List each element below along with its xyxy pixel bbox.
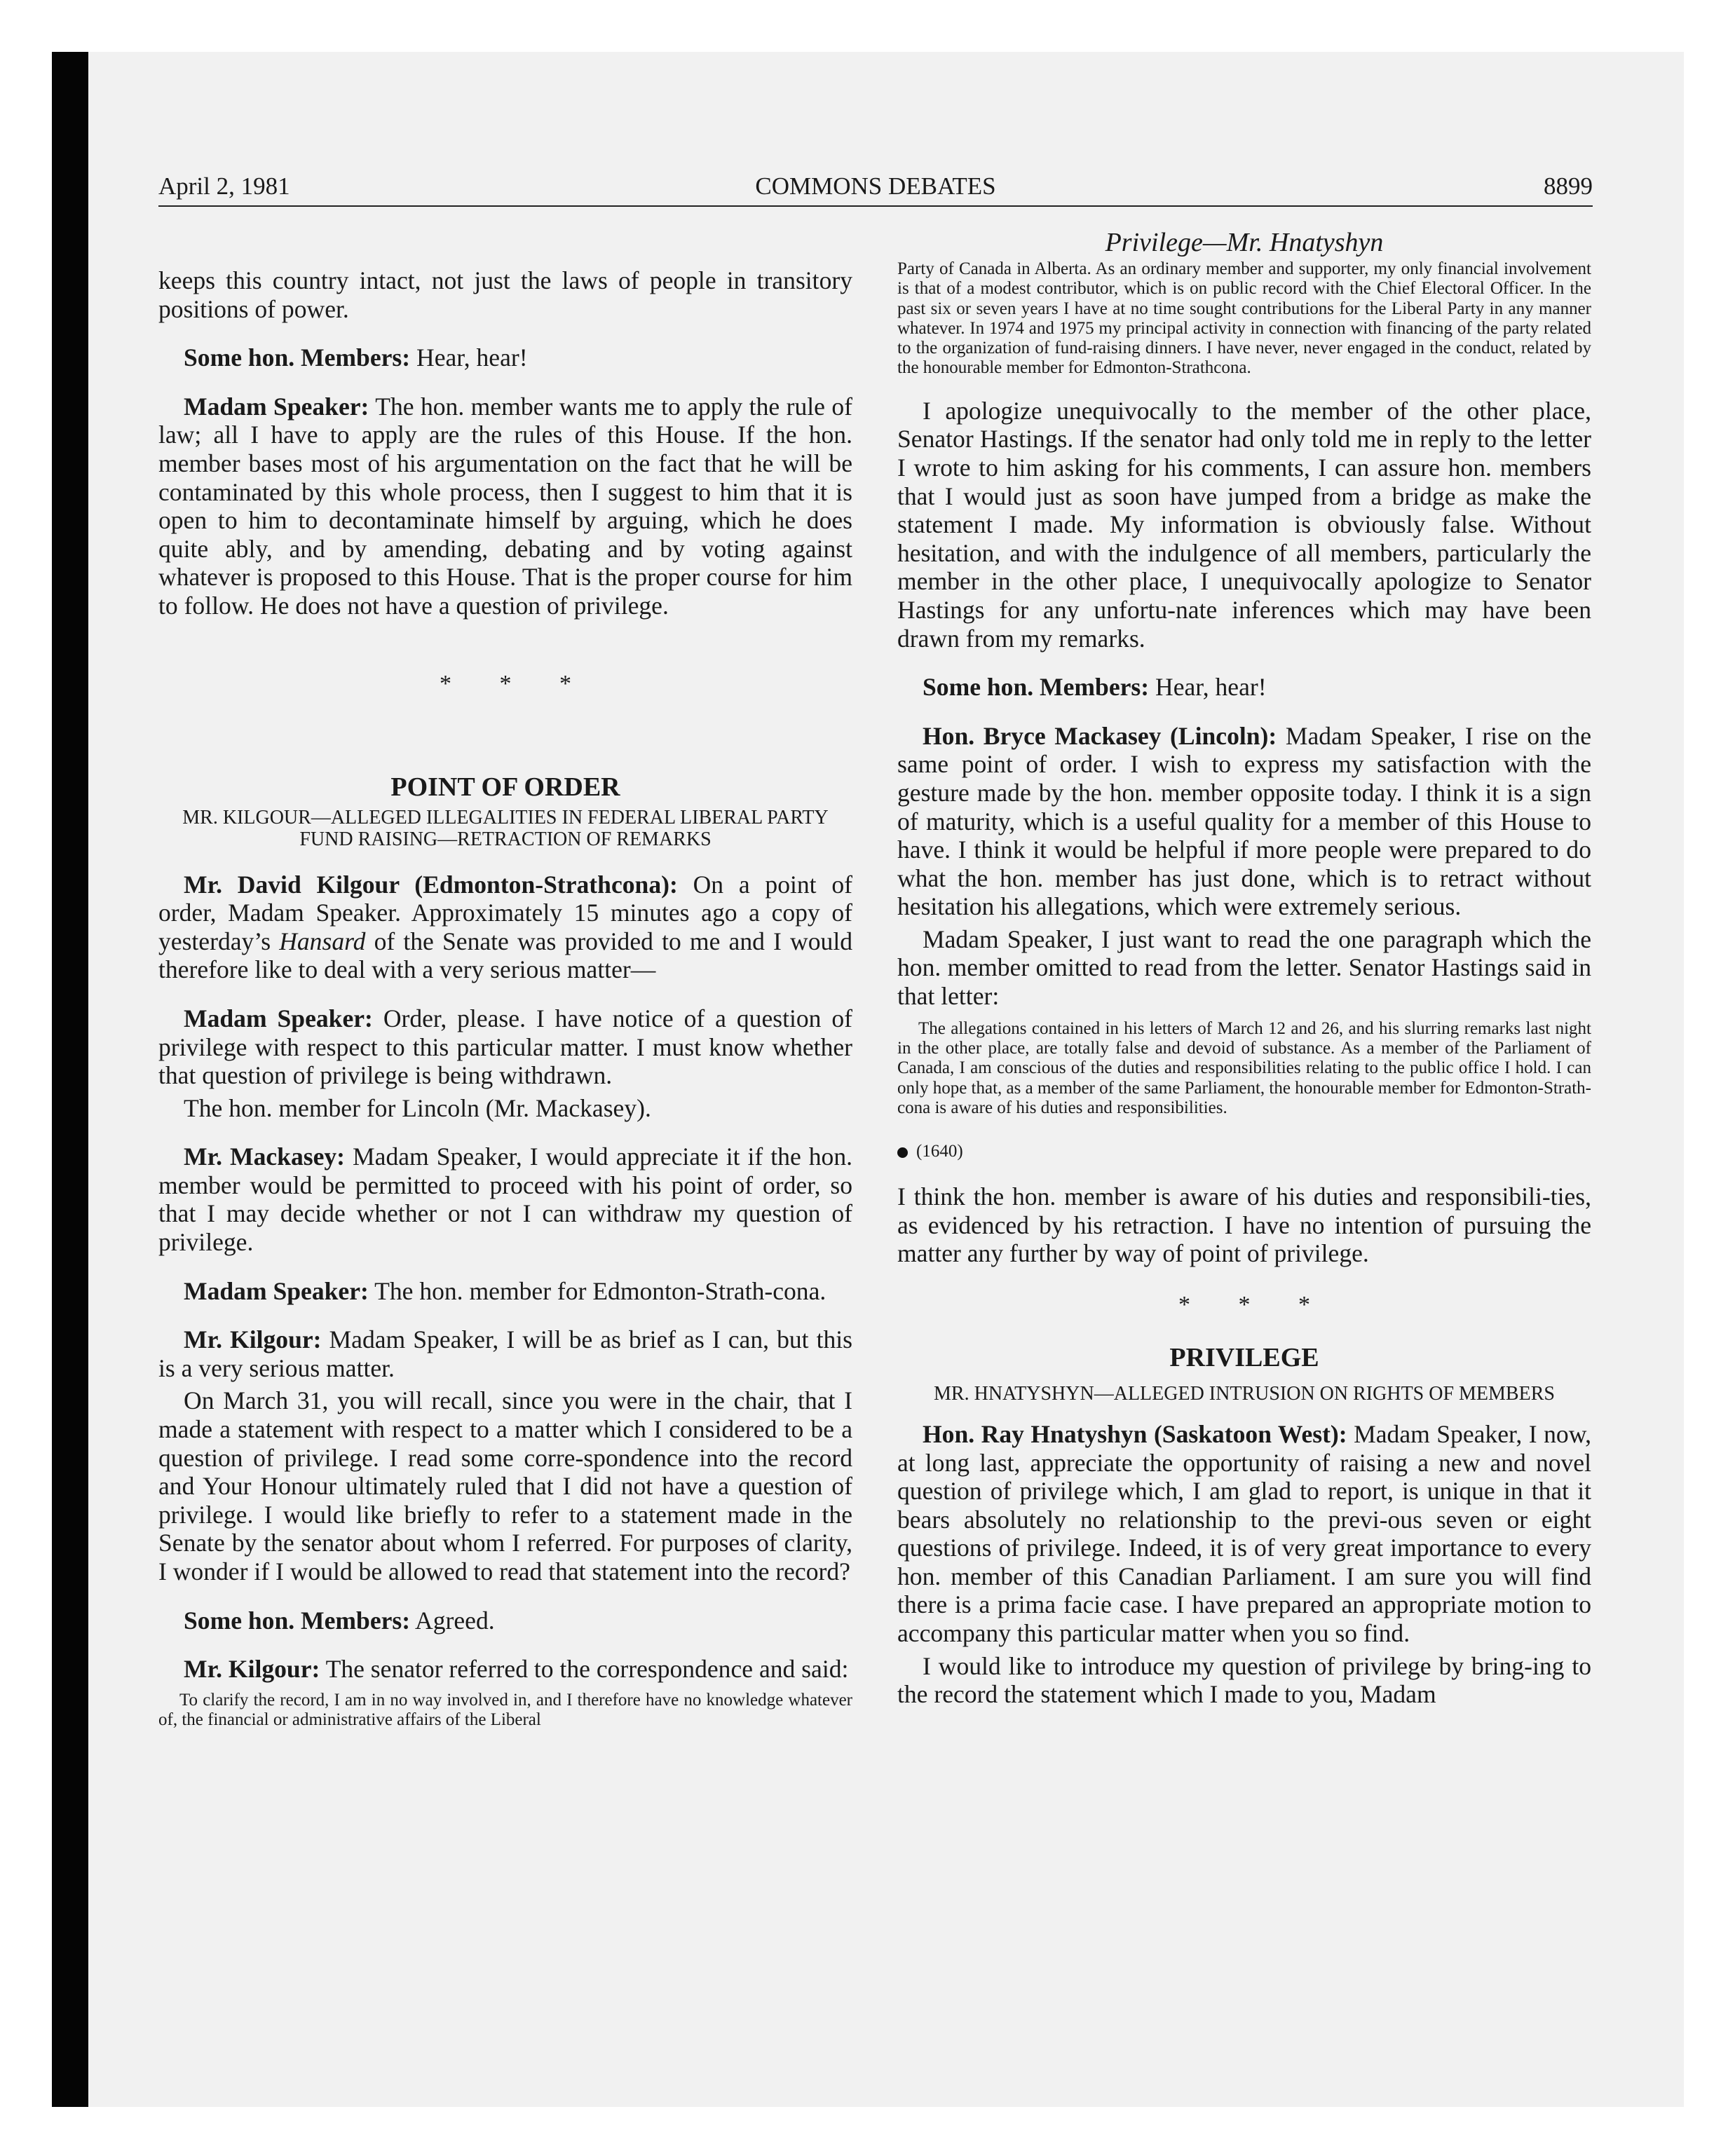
paragraph: Some hon. Members: Hear, hear! xyxy=(184,343,528,372)
paragraph: I would like to introduce my question of privilege by bring-ing to the record the statement which I made to you, Madam xyxy=(897,1651,1591,1709)
paragraph: I think the hon. member is aware of his duties and responsibili-ties, as evidenced by his retraction. I have no intention of pursuing the matter any further by way of point of privilege. xyxy=(897,1182,1591,1268)
paragraph: Madam Speaker: Order, please. I have notice of a question of privilege with respect to this particular matter. I must know whether that question of privilege is being withdrawn. xyxy=(158,1004,853,1090)
scan-edge-bar xyxy=(52,52,88,2107)
speaker-name: Madam Speaker: xyxy=(184,1004,373,1032)
paragraph: Mr. David Kilgour (Edmonton-Strathcona): On a point of order, Madam Speaker. Approximately 15 minutes ago a copy of yesterday’s Hansard of the Senate was provided to me and I would therefore like to deal with a very serious matter— xyxy=(158,870,852,984)
left-column xyxy=(158,261,852,1730)
speaker-name: Hon. Ray Hnatyshyn (Saskatoon West): xyxy=(923,1419,1347,1448)
paragraph: The hon. member for Lincoln (Mr. Mackasey). xyxy=(184,1093,651,1122)
paragraph: Some hon. Members: Agreed. xyxy=(184,1606,495,1635)
section-heading: POINT OF ORDER xyxy=(390,772,620,802)
speaker-name: Hon. Bryce Mackasey (Lincoln): xyxy=(923,721,1277,750)
block-quote: To clarify the record, I am in no way involved in, and I therefore have no knowledge whatever of, the financial or administrative affairs of the Liberal xyxy=(158,1690,852,1730)
speaker-name: Mr. David Kilgour (Edmonton-Strathcona): xyxy=(184,870,678,899)
paragraph: Hon. Bryce Mackasey (Lincoln): Madam Speaker, I rise on the same point of order. I wish to express my satisfaction with the gesture made by the hon. member opposite today. I think it is a sign of maturity, which is a useful quality for a member of this House to have. I think it would be helpful if more people were prepared to do what the hon. member has just done, which is to retract without hesitation his allegations, which were extremely serious. xyxy=(897,721,1591,921)
paragraph: Some hon. Members: Hear, hear! xyxy=(923,673,1267,702)
paragraph: keeps this country intact, not just the laws of people in transitory positions of power. xyxy=(158,266,852,323)
section-subheading: MR. KILGOUR—ALLEGED ILLEGALITIES IN FEDERAL LIBERAL PARTY FUND RAISING—RETRACTION OF REMARKS xyxy=(182,806,829,850)
bullet-dot-icon xyxy=(897,1147,908,1158)
right-column xyxy=(897,261,1591,1709)
speaker-name: Madam Speaker: xyxy=(184,1276,369,1305)
paragraph: On March 31, you will recall, since you were in the chair, that I made a statement with respect to a matter which I considered to be a question of privilege. I read some corre-spondence into the record and Your Honour ultimately ruled that I did not have a question of privilege. I would like briefly to refer to a statement made in the Senate by the senator about whom I referred. For purposes of clarity, I wonder if I would be allowed to read that statement into the record? xyxy=(158,1386,852,1585)
paragraph: I apologize unequivocally to the member of the other place, Senator Hastings. If the senator had only told me in reply to the letter I wrote to him asking for his comments, I can assure hon. members that I would just as soon have jumped from a bridge as make the statement I made. My information is obviously false. Without hesitation, and with the indulgence of all members, particularly the member in the other place, I unequivocally apologize to Senator Hastings for any unfortu-nate inferences which may have been drawn from my remarks. xyxy=(897,396,1591,653)
running-head: Privilege—Mr. Hnatyshyn xyxy=(1105,228,1384,257)
header-title: COMMONS DEBATES xyxy=(755,172,996,200)
header-date: April 2, 1981 xyxy=(158,172,290,200)
paragraph: Madam Speaker: The hon. member wants me to apply the rule of law; all I have to apply are the rules of this House. If the hon. member bases most of his argumentation on the fact that he will be contaminated by this whole process, then I suggest to him that it is open to him to decontaminate himself by arguing, which he does quite ably, and by amending, debating and by voting against whatever is proposed to this House. That is the proper course for him to follow. He does not have a question of privilege. xyxy=(158,392,852,620)
speaker-name: Madam Speaker: xyxy=(184,392,369,421)
paragraph: Mr. Kilgour: Madam Speaker, I will be as brief as I can, but this is a very serious matter. xyxy=(158,1325,852,1382)
speaker-name: Some hon. Members: xyxy=(184,343,411,372)
paragraph: Hon. Ray Hnatyshyn (Saskatoon West): Madam Speaker, I now, at long last, appreciate the opportunity of raising a new and novel question of privilege which, I am glad to report, is unique in that it bears absolutely no relationship to the previ-ous seven or eight questions of privilege. Indeed, it is of very great importance to every hon. member of this Canadian Parliament. I am sure you will find there is a prima facie case. I have prepared an appropriate motion to accompany this particular matter when you so find. xyxy=(897,1419,1591,1648)
speaker-name: Mr. Kilgour: xyxy=(184,1325,322,1354)
header-rule xyxy=(158,205,1593,207)
section-subheading: MR. HNATYSHYN—ALLEGED INTRUSION ON RIGHTS OF MEMBERS xyxy=(934,1382,1555,1405)
block-quote: The allegations contained in his letters of March 12 and 26, and his slurring remarks last night in the other place, are totally false and devoid of substance. As a member of the Parliament of Canada, I am conscious of the duties and responsibilities relating to the public office I hold. I can only hope that, as a member of the same Parliament, the honourable member for Edmonton-Strath-cona is aware of his duties and responsibilities. xyxy=(897,1018,1591,1117)
paragraph: Mr. Mackasey: Madam Speaker, I would appreciate it if the hon. member would be permitted to proceed with his point of order, so that I may decide whether or not I can withdraw my question of privilege. xyxy=(158,1142,853,1257)
section-separator: * * * xyxy=(1178,1291,1331,1318)
speaker-name: Some hon. Members: xyxy=(184,1606,411,1635)
page-header xyxy=(158,172,1593,206)
time-marker: (1640) xyxy=(897,1142,1591,1161)
paragraph: Madam Speaker: The hon. member for Edmonton-Strath-cona. xyxy=(184,1276,826,1305)
section-heading: PRIVILEGE xyxy=(1169,1342,1319,1372)
speaker-name: Mr. Kilgour: xyxy=(184,1655,320,1684)
header-page-number: 8899 xyxy=(1544,172,1593,200)
paragraph: Madam Speaker, I just want to read the one paragraph which the hon. member omitted to read from the letter. Senator Hastings said in that letter: xyxy=(897,925,1591,1011)
paragraph: Mr. Kilgour: The senator referred to the correspondence and said: xyxy=(184,1655,849,1684)
speaker-name: Some hon. Members: xyxy=(923,673,1150,702)
section-separator: * * * xyxy=(440,670,592,697)
block-quote-continued: Party of Canada in Alberta. As an ordinary member and supporter, my only financial involvement is that of a modest contributor, which is on public record with the Chief Electoral Officer. In the past six or seven years I have at no time sought contributions for the Liberal Party in any manner whatever. In 1974 and 1975 my principal activity in connection with financing of the party related to the organization of fund-raising dinners. I have never, never engaged in the conduct, related by the honourable member for Edmonton-Strathcona. xyxy=(897,259,1591,378)
speaker-name: Mr. Mackasey: xyxy=(184,1142,346,1171)
